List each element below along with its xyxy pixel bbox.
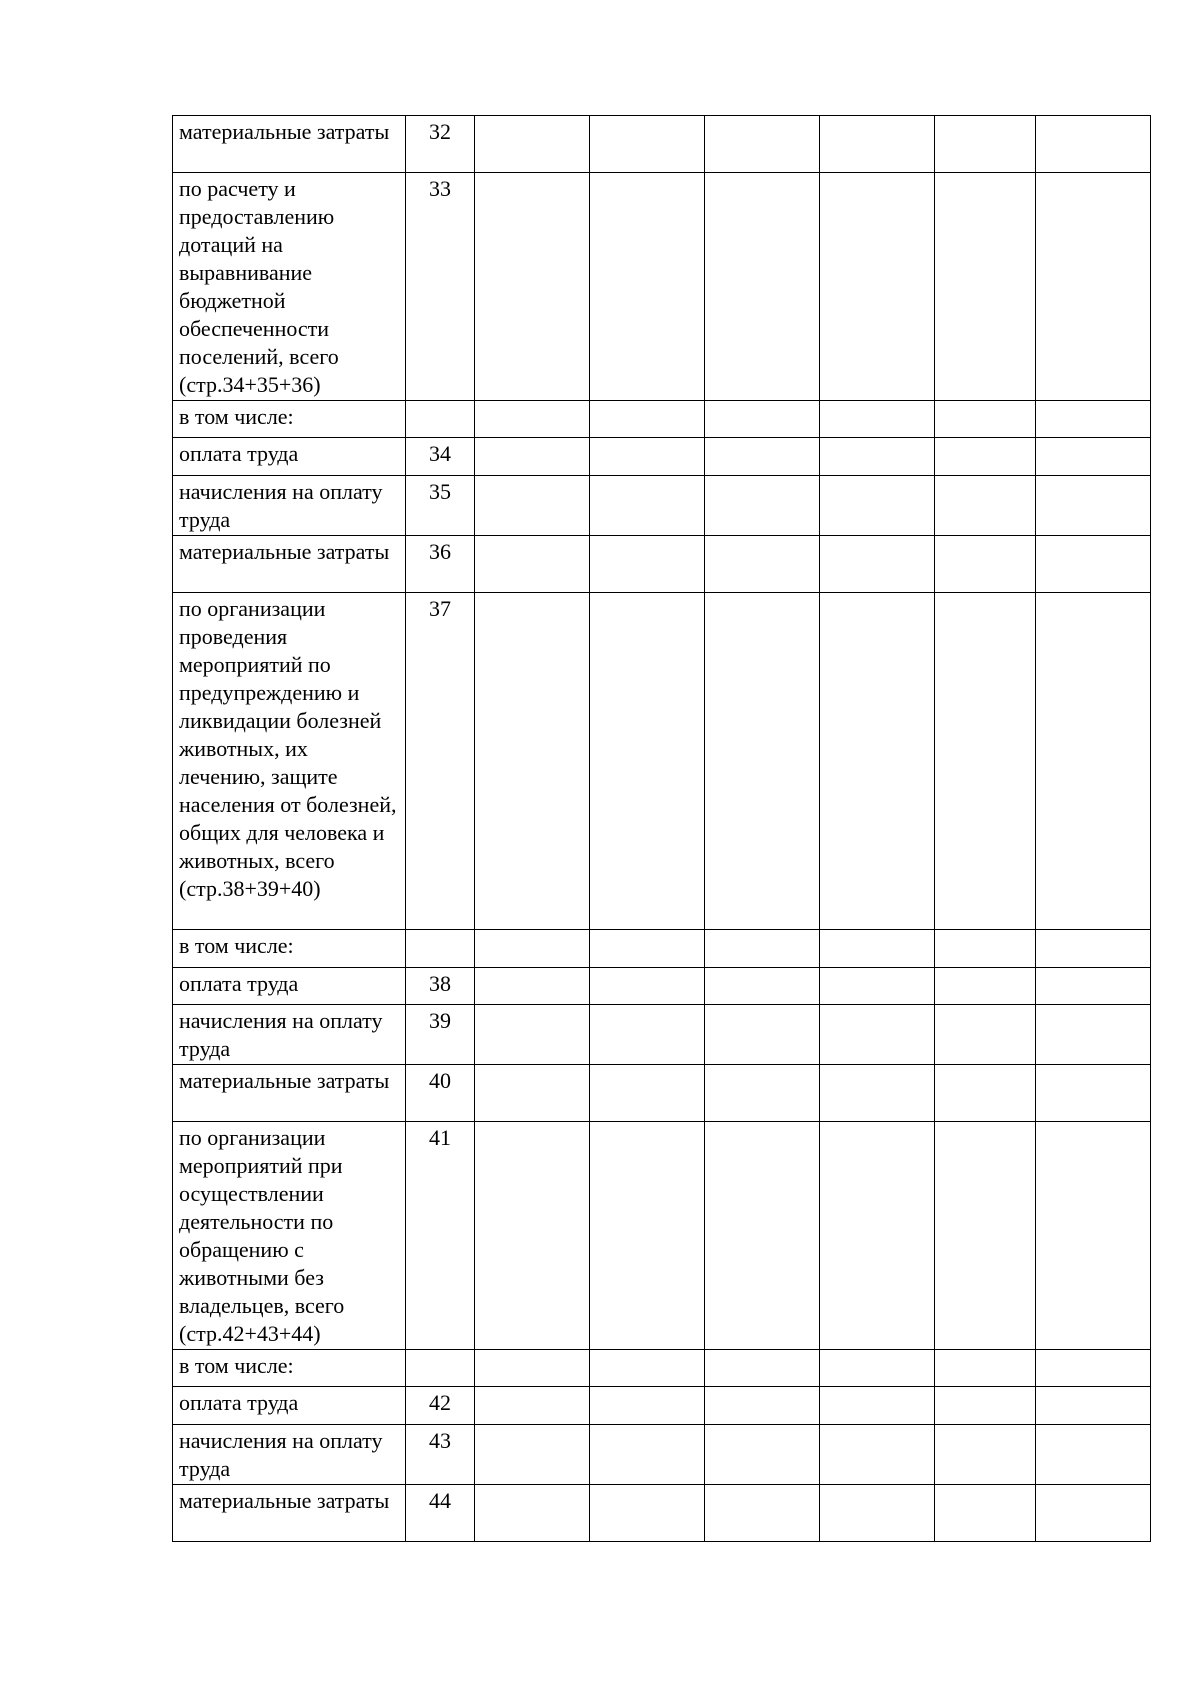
value-cell bbox=[1036, 593, 1151, 930]
row-label-cell: в том числе: bbox=[173, 930, 406, 968]
value-cell bbox=[705, 968, 820, 1005]
value-cell bbox=[475, 476, 590, 536]
row-code-cell: 42 bbox=[406, 1387, 475, 1425]
row-code-cell bbox=[406, 1350, 475, 1387]
row-label-cell: материальные затраты bbox=[173, 1485, 406, 1542]
value-cell bbox=[935, 930, 1036, 968]
value-cell bbox=[1036, 930, 1151, 968]
value-cell bbox=[935, 438, 1036, 476]
value-cell bbox=[590, 1425, 705, 1485]
expenditure-table bbox=[172, 115, 1151, 1542]
value-cell bbox=[1036, 536, 1151, 593]
row-code-cell: 37 bbox=[406, 593, 475, 930]
row-label-cell: по организации мероприятий при осуществлении деятельности по обращению с животными без владельцев, всего (стр.42+43+44) bbox=[173, 1122, 406, 1350]
value-cell bbox=[1036, 116, 1151, 173]
value-cell bbox=[935, 173, 1036, 401]
row-code-cell: 35 bbox=[406, 476, 475, 536]
table-row bbox=[173, 173, 1151, 401]
value-cell bbox=[705, 1387, 820, 1425]
value-cell bbox=[475, 438, 590, 476]
value-cell bbox=[820, 1387, 935, 1425]
value-cell bbox=[1036, 1065, 1151, 1122]
value-cell bbox=[820, 1425, 935, 1485]
value-cell bbox=[705, 116, 820, 173]
value-cell bbox=[590, 1387, 705, 1425]
value-cell bbox=[935, 401, 1036, 438]
value-cell bbox=[1036, 1387, 1151, 1425]
value-cell bbox=[475, 173, 590, 401]
row-label-cell: материальные затраты bbox=[173, 116, 406, 173]
value-cell bbox=[820, 401, 935, 438]
value-cell bbox=[935, 1065, 1036, 1122]
table-row bbox=[173, 476, 1151, 536]
table-body bbox=[173, 116, 1151, 1542]
value-cell bbox=[590, 536, 705, 593]
value-cell bbox=[705, 1005, 820, 1065]
table-row bbox=[173, 1005, 1151, 1065]
row-label-cell: в том числе: bbox=[173, 401, 406, 438]
row-label-cell: оплата труда bbox=[173, 438, 406, 476]
value-cell bbox=[1036, 1350, 1151, 1387]
table-row bbox=[173, 401, 1151, 438]
table-row bbox=[173, 438, 1151, 476]
row-code-cell: 34 bbox=[406, 438, 475, 476]
value-cell bbox=[820, 116, 935, 173]
value-cell bbox=[705, 1425, 820, 1485]
table-row bbox=[173, 116, 1151, 173]
value-cell bbox=[590, 173, 705, 401]
row-code-cell: 44 bbox=[406, 1485, 475, 1542]
value-cell bbox=[820, 476, 935, 536]
row-label-cell: по организации проведения мероприятий по предупреждению и ликвидации болезней животных, их лечению, защите населения от болезней, общих для человека и животных, всего (стр.38+39+40) bbox=[173, 593, 406, 930]
value-cell bbox=[475, 593, 590, 930]
row-code-cell: 32 bbox=[406, 116, 475, 173]
row-label-cell: начисления на оплату труда bbox=[173, 1425, 406, 1485]
value-cell bbox=[1036, 1122, 1151, 1350]
table-row bbox=[173, 968, 1151, 1005]
table-row bbox=[173, 536, 1151, 593]
value-cell bbox=[590, 1065, 705, 1122]
value-cell bbox=[705, 401, 820, 438]
value-cell bbox=[820, 173, 935, 401]
row-label-cell: материальные затраты bbox=[173, 536, 406, 593]
value-cell bbox=[935, 1350, 1036, 1387]
value-cell bbox=[1036, 1005, 1151, 1065]
value-cell bbox=[705, 1122, 820, 1350]
row-label-cell: материальные затраты bbox=[173, 1065, 406, 1122]
value-cell bbox=[820, 968, 935, 1005]
table-row bbox=[173, 1350, 1151, 1387]
row-code-cell: 33 bbox=[406, 173, 475, 401]
value-cell bbox=[935, 1485, 1036, 1542]
value-cell bbox=[475, 1065, 590, 1122]
value-cell bbox=[935, 476, 1036, 536]
value-cell bbox=[705, 1485, 820, 1542]
row-label-cell: оплата труда bbox=[173, 968, 406, 1005]
value-cell bbox=[590, 476, 705, 536]
value-cell bbox=[820, 1350, 935, 1387]
value-cell bbox=[935, 1425, 1036, 1485]
value-cell bbox=[935, 536, 1036, 593]
value-cell bbox=[1036, 476, 1151, 536]
value-cell bbox=[590, 1005, 705, 1065]
value-cell bbox=[475, 1122, 590, 1350]
table-row bbox=[173, 1387, 1151, 1425]
row-label-cell: оплата труда bbox=[173, 1387, 406, 1425]
value-cell bbox=[705, 173, 820, 401]
value-cell bbox=[475, 536, 590, 593]
row-label-cell: по расчету и предоставлению дотаций на выравнивание бюджетной обеспеченности поселений, всего (стр.34+35+36) bbox=[173, 173, 406, 401]
row-label-cell: начисления на оплату труда bbox=[173, 1005, 406, 1065]
value-cell bbox=[935, 1387, 1036, 1425]
value-cell bbox=[935, 116, 1036, 173]
value-cell bbox=[590, 1350, 705, 1387]
row-code-cell: 39 bbox=[406, 1005, 475, 1065]
value-cell bbox=[1036, 1485, 1151, 1542]
row-code-cell: 43 bbox=[406, 1425, 475, 1485]
value-cell bbox=[705, 1350, 820, 1387]
value-cell bbox=[590, 438, 705, 476]
value-cell bbox=[705, 476, 820, 536]
value-cell bbox=[820, 593, 935, 930]
table-row bbox=[173, 1485, 1151, 1542]
value-cell bbox=[590, 930, 705, 968]
value-cell bbox=[705, 438, 820, 476]
value-cell bbox=[1036, 173, 1151, 401]
value-cell bbox=[935, 968, 1036, 1005]
value-cell bbox=[820, 1065, 935, 1122]
value-cell bbox=[820, 1122, 935, 1350]
value-cell bbox=[820, 1005, 935, 1065]
value-cell bbox=[590, 968, 705, 1005]
value-cell bbox=[590, 593, 705, 930]
row-code-cell bbox=[406, 930, 475, 968]
value-cell bbox=[705, 930, 820, 968]
value-cell bbox=[475, 1425, 590, 1485]
row-code-cell bbox=[406, 401, 475, 438]
value-cell bbox=[590, 1485, 705, 1542]
table-row bbox=[173, 1065, 1151, 1122]
value-cell bbox=[1036, 968, 1151, 1005]
table-row bbox=[173, 1122, 1151, 1350]
value-cell bbox=[705, 536, 820, 593]
value-cell bbox=[475, 1387, 590, 1425]
value-cell bbox=[820, 536, 935, 593]
value-cell bbox=[590, 116, 705, 173]
value-cell bbox=[475, 401, 590, 438]
value-cell bbox=[475, 968, 590, 1005]
value-cell bbox=[705, 1065, 820, 1122]
value-cell bbox=[820, 438, 935, 476]
value-cell bbox=[820, 1485, 935, 1542]
value-cell bbox=[1036, 401, 1151, 438]
value-cell bbox=[475, 1350, 590, 1387]
row-code-cell: 36 bbox=[406, 536, 475, 593]
value-cell bbox=[590, 401, 705, 438]
row-code-cell: 40 bbox=[406, 1065, 475, 1122]
value-cell bbox=[705, 593, 820, 930]
value-cell bbox=[1036, 1425, 1151, 1485]
value-cell bbox=[1036, 438, 1151, 476]
value-cell bbox=[590, 1122, 705, 1350]
value-cell bbox=[935, 1122, 1036, 1350]
row-label-cell: начисления на оплату труда bbox=[173, 476, 406, 536]
row-code-cell: 38 bbox=[406, 968, 475, 1005]
value-cell bbox=[475, 930, 590, 968]
row-code-cell: 41 bbox=[406, 1122, 475, 1350]
value-cell bbox=[475, 1485, 590, 1542]
value-cell bbox=[820, 930, 935, 968]
value-cell bbox=[475, 1005, 590, 1065]
row-label-cell: в том числе: bbox=[173, 1350, 406, 1387]
table-row bbox=[173, 593, 1151, 930]
table-row bbox=[173, 930, 1151, 968]
value-cell bbox=[935, 1005, 1036, 1065]
value-cell bbox=[935, 593, 1036, 930]
value-cell bbox=[475, 116, 590, 173]
table-row bbox=[173, 1425, 1151, 1485]
